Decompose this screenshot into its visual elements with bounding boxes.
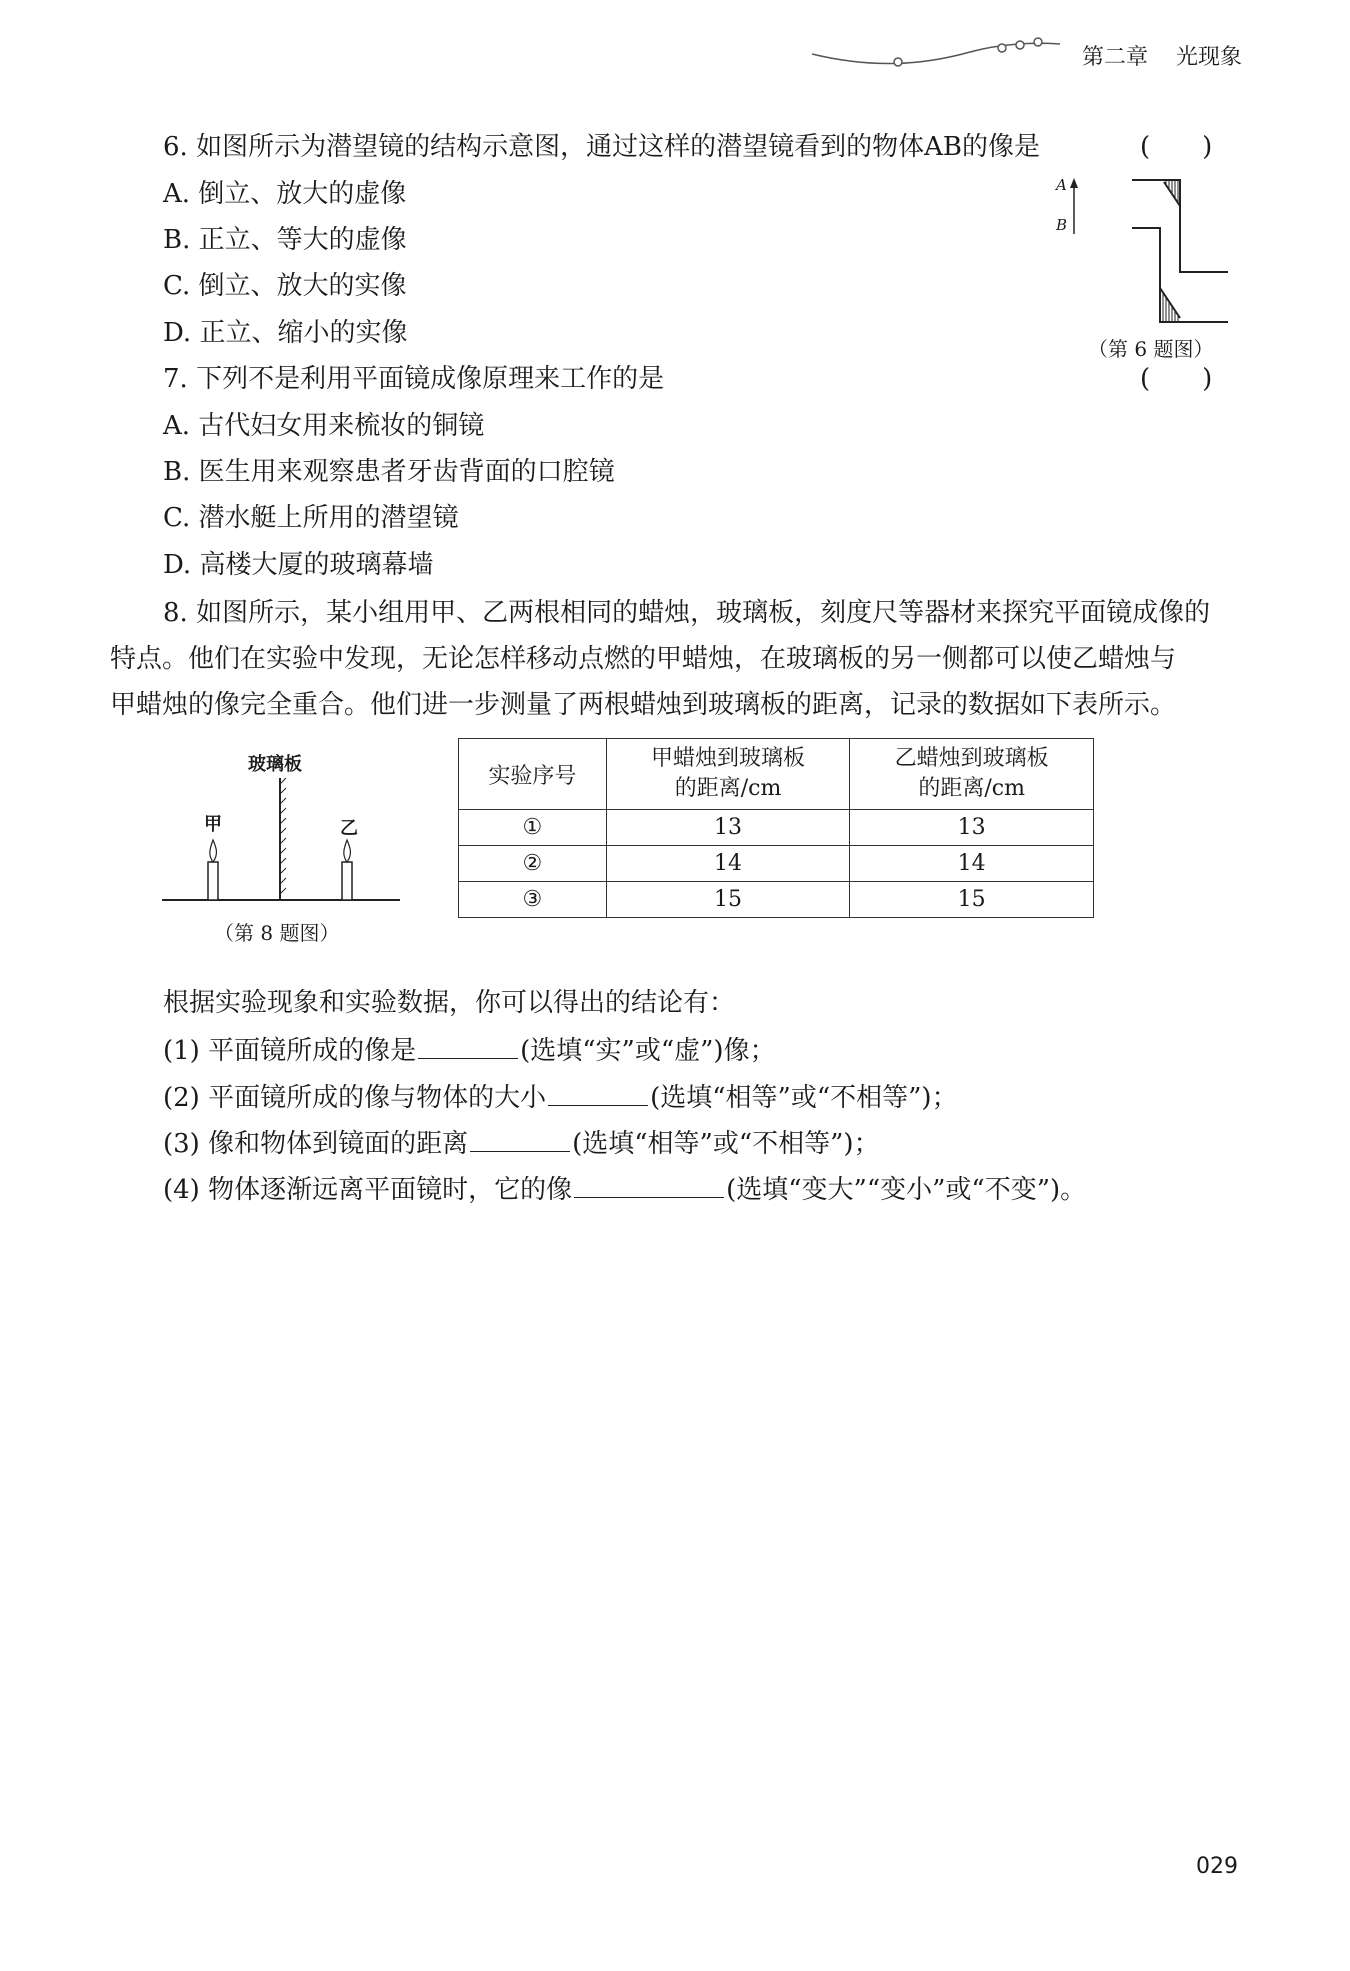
q6-answer-paren: ( ) — [1140, 132, 1213, 162]
conclusion-item-3 — [163, 1125, 880, 1161]
table-header-row — [459, 739, 1094, 810]
q6-stem: 6. 如图所示为潜望镜的结构示意图，通过这样的潜望镜看到的物体AB的像是 — [163, 132, 1040, 162]
periscope-diagram — [1050, 172, 1240, 332]
q7-stem: 7. 下列不是利用平面镜成像原理来工作的是 — [163, 364, 665, 394]
answer-blank-2[interactable] — [548, 1079, 648, 1106]
label-a: A — [1056, 176, 1067, 194]
section-label: 光现象 — [1176, 45, 1243, 70]
q7-answer-paren: ( ) — [1140, 364, 1213, 394]
q7-option-c: C. 潜水艇上所用的潜望镜 — [163, 503, 459, 533]
table-cell: 14 — [606, 846, 850, 882]
answer-blank-1[interactable] — [418, 1032, 518, 1059]
conclusion-item-1 — [163, 1032, 776, 1068]
conclusion-item-4-hint: (选填“变大”“变小”或“不变”)。 — [726, 1175, 1087, 1205]
table-cell: ② — [459, 846, 607, 882]
conclusion-item-3-text: (3) 像和物体到镜面的距离 — [163, 1129, 469, 1159]
table-cell: ① — [459, 810, 607, 846]
q7-option-a: A. 古代妇女用来梳妆的铜镜 — [163, 411, 485, 441]
q7-option-d: D. 高楼大厦的玻璃幕墙 — [163, 550, 434, 580]
q6-option-c: C. 倒立、放大的实像 — [163, 271, 407, 301]
candle-figure — [160, 750, 410, 910]
table-row — [459, 846, 1094, 882]
periscope-figure — [1050, 172, 1240, 332]
table-cell: 15 — [850, 882, 1094, 918]
q8-figure-caption: （第 8 题图） — [214, 921, 340, 945]
table-cell: 15 — [606, 882, 850, 918]
answer-blank-3[interactable] — [470, 1125, 570, 1152]
q6-figure-caption: （第 6 题图） — [1088, 337, 1214, 361]
conclusion-intro: 根据实验现象和实验数据，你可以得出的结论有： — [163, 988, 736, 1018]
table-cell: 14 — [850, 846, 1094, 882]
conclusion-item-2-hint: (选填“相等”或“不相等”)； — [650, 1083, 958, 1113]
glass-label: 玻璃板 — [248, 754, 302, 775]
candle-yi-label: 乙 — [340, 818, 358, 839]
conclusion-item-1-hint: (选填“实”或“虚”)像； — [520, 1036, 776, 1066]
header-decoration — [810, 30, 1070, 70]
chapter-label: 第二章 — [1082, 45, 1149, 70]
conclusion-item-2-text: (2) 平面镜所成的像与物体的大小 — [163, 1083, 547, 1113]
q8-line-3: 甲蜡烛的像完全重合。他们进一步测量了两根蜡烛到玻璃板的距离，记录的数据如下表所示。 — [110, 690, 1177, 720]
page-number: 029 — [1196, 1854, 1238, 1879]
q6-option-b: B. 正立、等大的虚像 — [163, 225, 407, 255]
q8-line-1: 8. 如图所示，某小组用甲、乙两根相同的蜡烛，玻璃板，刻度尺等器材来探究平面镜成像的 — [163, 598, 1211, 628]
data-table — [458, 738, 1094, 918]
table-cell: 13 — [850, 810, 1094, 846]
conclusion-item-2 — [163, 1079, 958, 1115]
conclusion-item-1-text: (1) 平面镜所成的像是 — [163, 1036, 417, 1066]
table-row — [459, 810, 1094, 846]
table-header-cell: 乙蜡烛到玻璃板 的距离/cm — [850, 739, 1094, 810]
table-cell: 13 — [606, 810, 850, 846]
conclusion-item-3-hint: (选填“相等”或“不相等”)； — [572, 1129, 880, 1159]
label-b: B — [1056, 216, 1068, 234]
answer-blank-4[interactable] — [574, 1171, 724, 1198]
conclusion-item-4-text: (4) 物体逐渐远离平面镜时，它的像 — [163, 1175, 573, 1205]
table-header-cell: 甲蜡烛到玻璃板 的距离/cm — [606, 739, 850, 810]
table-row — [459, 882, 1094, 918]
q8-line-2: 特点。他们在实验中发现，无论怎样移动点燃的甲蜡烛，在玻璃板的另一侧都可以使乙蜡烛与 — [110, 644, 1177, 674]
q6-option-d: D. 正立、缩小的实像 — [163, 318, 408, 348]
chapter-header — [1082, 40, 1242, 71]
conclusion-item-4 — [163, 1171, 1086, 1207]
table-cell: ③ — [459, 882, 607, 918]
candle-jia-label: 甲 — [204, 814, 222, 835]
table-header-cell: 实验序号 — [459, 739, 607, 810]
q7-option-b: B. 医生用来观察患者牙齿背面的口腔镜 — [163, 457, 615, 487]
q6-option-a: A. 倒立、放大的虚像 — [163, 179, 407, 209]
